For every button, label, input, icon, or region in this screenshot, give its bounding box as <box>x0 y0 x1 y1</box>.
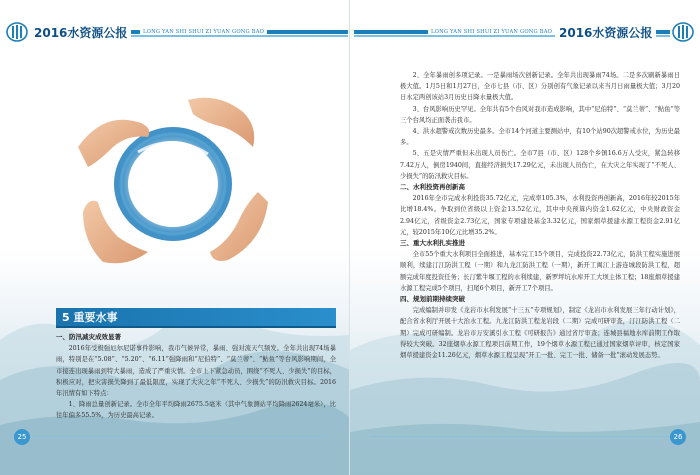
left-header <box>0 22 350 42</box>
right-page <box>350 0 700 475</box>
header-title: 2016水资源公报 <box>30 24 131 41</box>
paragraph: 2016年全市完成水利投资35.72亿元，完成率105.3%，水利投资再创新高，2016年较2015年比增18.4%。争取到位省级以上资金13.52亿元，其中中央预算内资金1.62亿元，中央财政资金2.94亿元，省级资金2.73亿元，国家专项建设基金3.32亿元，国家烟草援建水源工程资金2.91亿元，较2015年10亿元比增35.2%。 <box>400 195 680 236</box>
page-number: 25 <box>14 429 30 445</box>
water-logo-icon <box>672 22 694 42</box>
right-body-text <box>400 70 680 361</box>
paragraph: 2016年受极强厄尔尼诺事件影响，我市气候异常，暴雨、强对流天气频发。全年共出现74场暴雨，特别是在“5.08”、“5.20”、“6.11”强降雨和“尼伯特”、“莫兰蒂”、“鲇鱼”等台风影响期间，全市接连出现暴雨到特大暴雨，造成了严重灾情。全市上下紧急动员，围绕“不死人、少损失”的目标，积极应对，把灾害损失降到了最低限度，实现了大灾之年“不死人、少损失”的防汛救灾目标。2016年汛情有如下特点： <box>56 345 336 398</box>
section-heading <box>56 308 336 328</box>
subheading-investment: 二、水利投资再创新高 <box>400 183 465 192</box>
subheading-projects: 三、重大水利扎实推进 <box>400 239 465 248</box>
paragraph: 5、五是灾情严重但未出现人员伤亡。全市7县（市、区）128个乡镇16.6万人受灾，紧急转移7.42万人，倒房1940间，直接经济损失17.29亿元，未出现人员伤亡，在大灾之年实现了“不死人、少损失”的防汛救灾目标。 <box>400 150 680 180</box>
paragraph: 4、洪水超警戒次数历史最多。全市14个河道主要测站中，有10个站90次超警戒水位，为历史最多。 <box>400 128 680 147</box>
subheading-planning: 四、规划前期持续突破 <box>400 295 465 304</box>
subheading-flood: 一、防汛减灾成效显著 <box>56 333 121 341</box>
section-title: 5 重要水事 <box>62 311 118 324</box>
paragraph: 1、降雨总量创新记录。全市全年平均降雨2675.5毫米（其中气象测站平均降雨2624毫米），比往年偏多55.5%，为历史最高记录。 <box>56 401 336 420</box>
right-header <box>350 22 700 42</box>
paragraph: 完成编制并印发《龙岩市水利发展“十三五”专项规划》，制定《龙岩市水利发展三年行动计划》，配合省水利厅开展十大治水工程。九龙江防洪工程龙岩段（二期）完成可研审查，汀江防洪工程（二期）完成可研编制。龙岩市万安溪引水工程《可研报告》通过省厅审查；连城县福地水库前期工作取得较大突破。32座烟草水源工程项目前期工作，19个烟草水源工程已通过国家烟草评审，核定国家烟草援建资金11.26亿元，烟草水源工程呈现“开工一批、完工一批、储备一批”滚动发展态势。 <box>400 307 680 360</box>
header-title: 2016水资源公报 <box>555 24 656 41</box>
header-title-en: LONG YAN SHI SHUI ZI YUAN GONG BAO <box>140 29 267 35</box>
water-logo-icon <box>6 22 28 42</box>
paragraph: 2、全年暴雨创多项记录。一是暴雨场次创新记录。全年共出现暴雨74场。二是多次刷新暴雨日极大值。1月5日和1月27日，全市七县（市、区）分别创有气象记录以来当月日雨量极大值；3月20日永定两创该站3月历史日降水量极大值。 <box>400 72 680 102</box>
page-number: 26 <box>670 429 686 445</box>
left-body-text <box>56 332 336 422</box>
paragraph: 全市55个重大水利项目全面推进，基本完工15个项目，完成投资22.73亿元，防洪工程实施进展顺利，续建汀江防洪工程（一期）和九龙江防洪工程（一期），新开工闽江上游连城段防洪工程，超额完成年度投资任务；长汀紫牛堰工程的水利续建，新罗坪坑水库开工大坝主体工程；18座烟草援建水源工程完成5个项目，扫尾6个项目，新开工7个项目。 <box>400 251 680 292</box>
paragraph: 3、台风影响历史罕见。全年共有5个台风对我市造成影响，其中“尼伯特”、“莫兰蒂”、“鲇鱼”等三个台风均正面袭击我市。 <box>400 105 680 124</box>
hands-water-illustration <box>68 92 278 270</box>
header-title-en: LONG YAN SHI SHUI ZI YUAN GONG BAO <box>428 29 555 35</box>
